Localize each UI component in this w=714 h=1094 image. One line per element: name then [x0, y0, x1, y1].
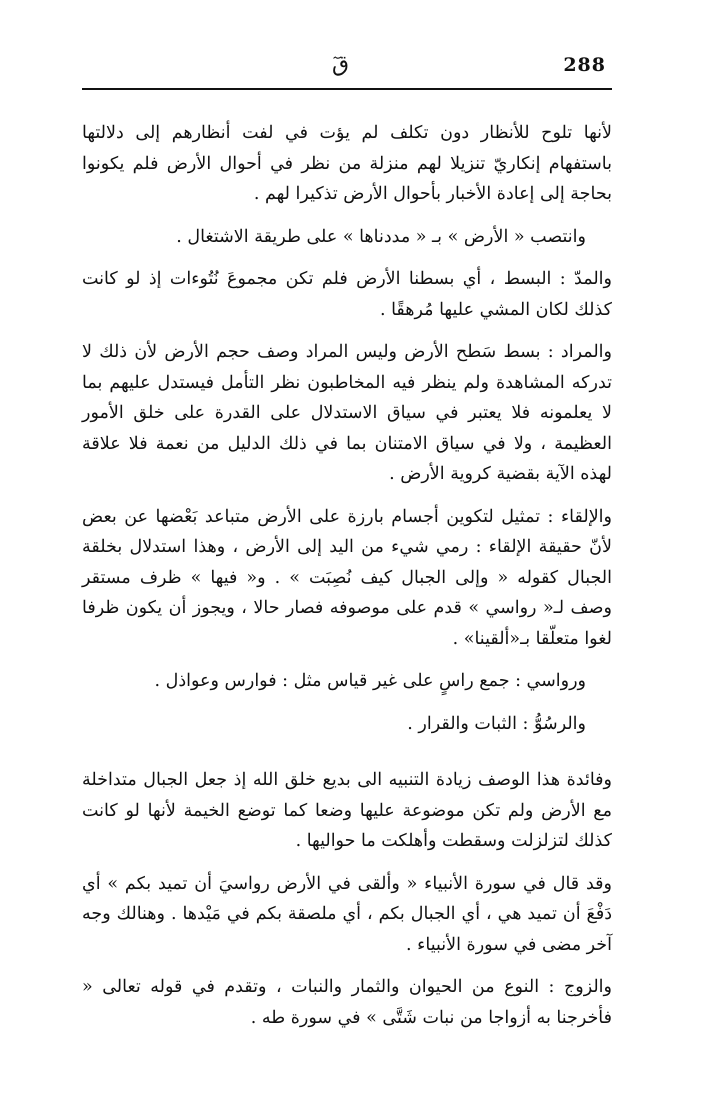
page-number: 288	[563, 54, 606, 76]
page-header	[82, 52, 612, 86]
paragraph: وفائدة هذا الوصف زيادة التنبيه الى بديع خلق الله إذ جعل الجبال متداخلة مع الأرض ولم تكن موضوعة عليها وضعا كما توضع الخيمة لأنها لو كانت كذلك لتزلزلت وسقطت وأهلكت ما حواليها .	[82, 770, 612, 851]
paragraph: والإلقاء : تمثيل لتكوين أجسام بارزة على الأرض متباعد بَعْضها عن بعض لأنّ حقيقة الإلقاء : رمي شيء من اليد إلى الأرض ، وهذا استدلال بخلقة الجبال كقوله « وإلى الجبال كيف نُصِبَت » . و« فيها » ظرف مستقر وصف لـ« رواسي » قدم على موصوفه فصار حالا ، ويجوز أن يكون ظرفا لغوا متعلّقا بـ«ألقينا» .	[82, 506, 612, 649]
paragraph: والزوج : النوع من الحيوان والثمار والنبات ، وتقدم في قوله تعالى « فأخرجنا به أزواجا من نبات شَتَّى » في سورة طه .	[82, 977, 612, 1028]
running-head: قٓ	[332, 52, 350, 77]
paragraph: والمراد : بسط سَطح الأرض وليس المراد وصف حجم الأرض لأن ذلك لا تدركه المشاهدة ولم ينظر فيه المخاطبون نظر التأمل فيستدل عليهم بما لا يعلمونه فلا يعتبر في سياق الاستدلال على القدرة على خلق الأمور العظيمة ، ولا في سياق الامتنان بما في ذلك الدليل من نعمة فلا علاقة لهذه الآية بقضية كروية الأرض .	[82, 342, 612, 484]
paragraph: والرسُوُّ : الثبات والقرار .	[407, 713, 586, 734]
paragraph: لأنها تلوح للأنظار دون تكلف لم يؤت في لفت أنظارهم إلى دلالتها باستفهام إنكاريّ تنزيلا لهم منزلة من نظر في أحوال الأرض فلم يكونوا بحاجة إلى إعادة الأخبار بأحوال الأرض تذكيرا لهم .	[82, 123, 612, 204]
paragraph: وقد قال في سورة الأنبياء « وألقى في الأرض رواسيَ أن تميد بكم » أي دَفْعَ أن تميد هي ، أي الجبال بكم ، أي ملصقة بكم في مَيْدها . وهنالك وجه آخر مضى في سورة الأنبياء .	[82, 873, 612, 955]
header-rule	[82, 88, 612, 90]
paragraph: وانتصب « الأرض » بـ « مددناها » على طريقة الاشتغال .	[176, 226, 586, 247]
paragraph: والمدّ : البسط ، أي بسطنا الأرض فلم تكن مجموعَ نُتُوءات إذ لو كانت كذلك لكان المشي عليها مُرهقًا .	[82, 269, 612, 320]
body-text	[82, 118, 612, 1045]
paragraph: ورواسي : جمع راسٍ على غير قياس مثل : فوارس وعواذل .	[154, 671, 586, 691]
